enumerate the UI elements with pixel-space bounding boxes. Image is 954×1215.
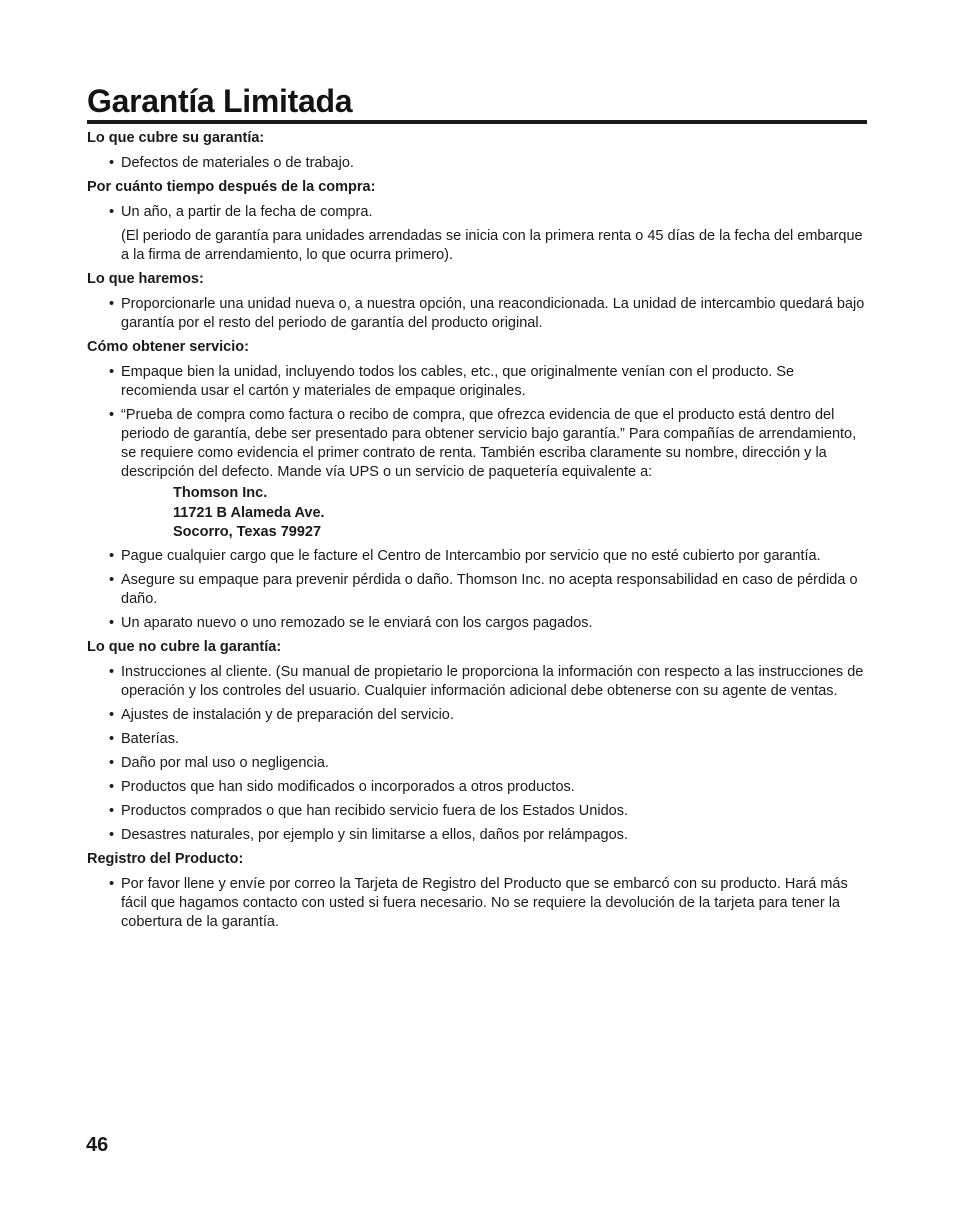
bullet-icon: •	[109, 663, 115, 680]
bullet-icon: •	[109, 571, 115, 588]
section-heading-not-covered: Lo que no cubre la garantía:	[87, 638, 282, 655]
address-line-1: Thomson Inc.	[173, 485, 268, 501]
list-item: • Un aparato nuevo o uno remozado se le enviará con los cargos pagados.	[109, 614, 593, 631]
section-heading-what-we-do: Lo que haremos:	[87, 271, 204, 287]
title-rule	[87, 120, 867, 124]
bullet-icon: •	[109, 802, 115, 819]
duration-list	[87, 203, 867, 222]
section-heading-service: Cómo obtener servicio:	[87, 339, 249, 355]
not-covered-list	[87, 663, 867, 845]
list-item: • Productos comprados o que han recibido servicio fuera de los Estados Unidos.	[109, 802, 628, 819]
list-item: • Productos que han sido modificados o incorporados a otros productos.	[109, 778, 575, 795]
service-list-continued	[87, 547, 867, 633]
bullet-icon: •	[109, 875, 115, 892]
bullet-icon: •	[109, 296, 115, 312]
address-line-3: Socorro, Texas 79927	[173, 524, 322, 540]
bullet-icon: •	[109, 706, 115, 723]
section-heading-registration: Registro del Producto:	[87, 850, 244, 867]
bullet-icon: •	[109, 364, 115, 380]
page-title: Garantía Limitada	[87, 83, 353, 119]
section-heading-coverage: Lo que cubre su garantía:	[87, 130, 265, 146]
list-item: • Instrucciones al cliente. (Su manual de propietario le proporciona la información con respecto a las instrucciones de operación y los controles del usuario. Cualquier información adicional debe obtenerse con su agente de ventas.	[109, 663, 864, 699]
bullet-icon: •	[109, 547, 115, 564]
bullet-icon: •	[109, 730, 115, 747]
page-number: 46	[86, 1134, 109, 1156]
bullet-icon: •	[109, 204, 115, 220]
coverage-list	[87, 154, 867, 173]
list-item: • Proporcionarle una unidad nueva o, a nuestra opción, una reacondicionada. La unidad de intercambio quedará bajo garantía por el resto del periodo de garantía del producto original.	[109, 296, 865, 331]
list-item: • Empaque bien la unidad, incluyendo todos los cables, etc., que originalmente venían con el producto. Se recomienda usar el cartón y materiales de empaque originales.	[109, 364, 795, 399]
list-item: • Daño por mal uso o negligencia.	[109, 754, 329, 771]
list-item: • Baterías.	[109, 730, 180, 747]
list-item: • Pague cualquier cargo que le facture el Centro de Intercambio por servicio que no esté cubierto por garantía.	[109, 547, 821, 564]
bullet-icon: •	[109, 754, 115, 771]
duration-note: (El periodo de garantía para unidades arrendadas se inicia con la primera renta o 45 días de la fecha del embarque a la firma de arrendamiento, lo que ocurra primero).	[121, 228, 863, 263]
address-line-2: 11721 B Alameda Ave.	[173, 504, 325, 521]
bullet-icon: •	[109, 826, 115, 843]
list-item: • Desastres naturales, por ejemplo y sin limitarse a ellos, daños por relámpagos.	[109, 826, 628, 843]
what-we-do-list	[87, 295, 867, 333]
list-item: • “Prueba de compra como factura o recibo de compra, que ofrezca evidencia de que el producto está dentro del periodo de garantía, debe ser presentado para obtener servicio bajo garantía.” Para compañías de arrendamiento, se requiere como evidencia el primer contrato de renta. También escriba claramente su nombre, dirección y la descripción del defecto. Mande vía UPS o un servicio de paquetería equivalente a:	[109, 407, 857, 480]
section-heading-duration: Por cuánto tiempo después de la compra:	[87, 179, 376, 195]
bullet-icon: •	[109, 155, 115, 171]
list-item: • Por favor llene y envíe por correo la Tarjeta de Registro del Producto que se embarcó con su producto. Hará más fácil que hagamos contacto con usted si fuera necesario. No se requiere la devolución de la tarjeta para tener la cobertura de la garantía.	[109, 875, 848, 930]
bullet-icon: •	[109, 778, 115, 795]
document-page	[87, 82, 867, 937]
list-item: • Defectos de materiales o de trabajo.	[109, 155, 354, 171]
list-item: • Asegure su empaque para prevenir pérdida o daño. Thomson Inc. no acepta responsabilidad en caso de pérdida o daño.	[109, 571, 858, 607]
mailing-address	[87, 484, 867, 543]
list-item: • Ajustes de instalación y de preparación del servicio.	[109, 706, 454, 723]
list-item: • Un año, a partir de la fecha de compra.	[109, 204, 373, 220]
registration-list	[87, 875, 867, 932]
bullet-icon: •	[109, 407, 115, 423]
bullet-icon: •	[109, 614, 115, 631]
service-list	[87, 363, 867, 482]
